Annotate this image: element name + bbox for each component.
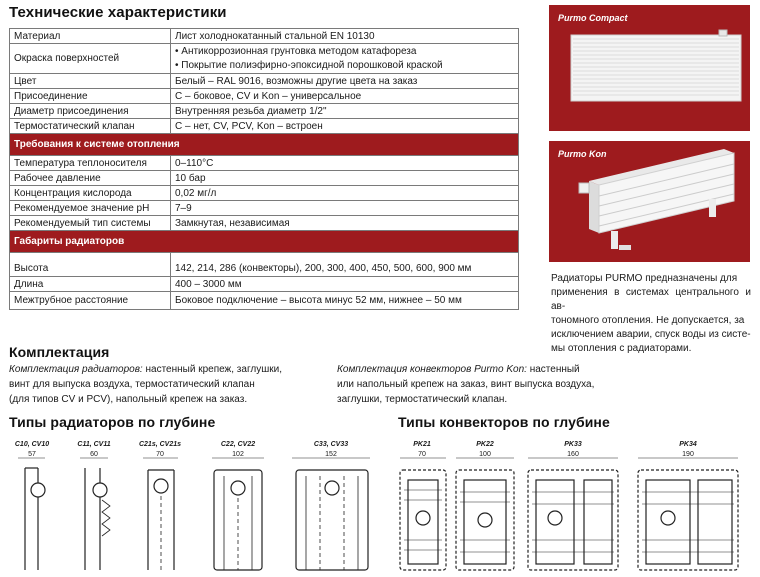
convector-pk21-section <box>400 458 446 570</box>
description-line: применения в системах центрального и ав- <box>551 287 751 312</box>
description-line: исключением аварии, спуск воды из систе- <box>551 329 751 340</box>
komp-prefix: Комплектация конвекторов Purmo Kon: <box>337 364 527 375</box>
convector-type-depth: 190 <box>682 451 694 458</box>
spec-value-line: • Антикоррозионная грунтовка методом катафореза <box>175 45 417 57</box>
photo-caption: Purmo Kon <box>558 149 607 159</box>
komp-text: или напольный крепеж на заказ, винт выпуска воздуха, <box>337 379 595 390</box>
radiator-types-title: Типы радиаторов по глубине <box>9 414 216 430</box>
spec-value: Белый – RAL 9016, возможны другие цвета на заказ <box>171 74 519 89</box>
radiator-type-label: С10, CV10 <box>14 441 50 448</box>
spec-value: 0,02 мг/л <box>171 186 519 201</box>
radiator-type-label: С11, CV11 <box>77 441 111 448</box>
radiator-type-label: С33, CV33 <box>313 441 349 448</box>
spec-key: Межтрубное расстояние <box>10 292 171 310</box>
description-line: Радиаторы PURMO предназначены для <box>551 273 738 284</box>
spec-value: 10 бар <box>171 171 519 186</box>
section-heating-title: Требования к системе отопления <box>10 134 519 156</box>
section-dims-title: Габариты радиаторов <box>10 231 519 253</box>
spec-key: Цвет <box>10 74 171 89</box>
radiator-type-depth: 60 <box>90 451 98 458</box>
komp-text: заглушки, термостатический клапан. <box>337 394 508 405</box>
komplektatsiya-title: Комплектация <box>9 344 110 360</box>
convector-pk33-section <box>528 458 618 570</box>
spec-value: С – боковое, CV и Kon – универсальное <box>171 89 519 104</box>
spec-value: 0–110°С <box>171 156 519 171</box>
spec-value: 7–9 <box>171 201 519 216</box>
spec-key: Термостатический клапан <box>10 119 171 134</box>
convector-type-depth: 100 <box>479 451 491 458</box>
spec-key: Диаметр присоединения <box>10 104 171 119</box>
convector-type-depth: 70 <box>418 451 426 458</box>
description-line: мы отопления с радиаторами. <box>551 343 692 354</box>
spec-key: Материал <box>10 29 171 44</box>
description-line: тономного отопления. Не допускается, за <box>551 315 745 326</box>
komp-text: настенный <box>526 364 580 375</box>
spec-key: Рабочее давление <box>10 171 171 186</box>
spec-key: Окраска поверхностей <box>10 44 171 74</box>
radiator-type-label: С21s, CV21s <box>138 441 182 448</box>
page-title: Технические характеристики <box>9 4 227 21</box>
convector-types-title: Типы конвекторов по глубине <box>398 414 610 430</box>
radiator-c22-section <box>212 458 264 570</box>
spec-key: Рекомендуемое значение pH <box>10 201 171 216</box>
radiator-type-depth: 102 <box>232 451 244 458</box>
spec-key: Температура теплоносителя <box>10 156 171 171</box>
spec-value: С – нет, CV, PCV, Kon – встроен <box>171 119 519 134</box>
spec-key: Высота <box>10 253 171 277</box>
spec-value: Боковое подключение – высота минус 52 мм, нижнее – 50 мм <box>171 292 519 310</box>
spec-value-line: • Покрытие полиэфирно-эпоксидной порошковой краской <box>175 59 443 71</box>
convector-type-label: PK21 <box>413 441 431 448</box>
komp-text: настенный крепеж, заглушки, <box>142 364 282 375</box>
convector-type-label: PK33 <box>564 441 582 448</box>
radiator-type-label: С22, CV22 <box>220 441 256 448</box>
radiator-c10-section <box>18 458 45 570</box>
convector-pk22-section <box>456 458 514 570</box>
spec-key: Рекомендуемый тип системы <box>10 216 171 231</box>
radiator-c33-section <box>292 458 370 570</box>
spec-value: 142, 214, 286 (конвекторы), 200, 300, 400, 450, 500, 600, 900 мм <box>171 253 519 277</box>
komp-prefix: Комплектация радиаторов: <box>9 364 143 375</box>
photo-caption: Purmo Compact <box>558 13 628 23</box>
convector-type-label: PK34 <box>679 441 697 448</box>
komp-text: (для типов CV и PCV), напольный крепеж на заказ. <box>9 394 248 405</box>
convector-type-label: PK22 <box>476 441 494 448</box>
radiator-c11-section <box>80 458 110 570</box>
spec-value: Лист холоднокатанный стальной EN 10130 <box>171 29 519 44</box>
convector-type-depth: 160 <box>567 451 579 458</box>
radiator-type-depth: 152 <box>325 451 337 458</box>
spec-value: Замкнутая, независимая <box>171 216 519 231</box>
komp-text: винт для выпуска воздуха, термостатический клапан <box>9 379 255 390</box>
convector-pk34-section <box>638 458 738 570</box>
spec-key: Концентрация кислорода <box>10 186 171 201</box>
radiator-type-depth: 57 <box>28 451 36 458</box>
spec-key: Длина <box>10 277 171 292</box>
spec-value: Внутренняя резьба диаметр 1/2" <box>171 104 519 119</box>
spec-key: Присоединение <box>10 89 171 104</box>
spec-value: 400 – 3000 мм <box>171 277 519 292</box>
radiator-type-depth: 70 <box>156 451 164 458</box>
radiator-c21s-section <box>143 458 178 570</box>
